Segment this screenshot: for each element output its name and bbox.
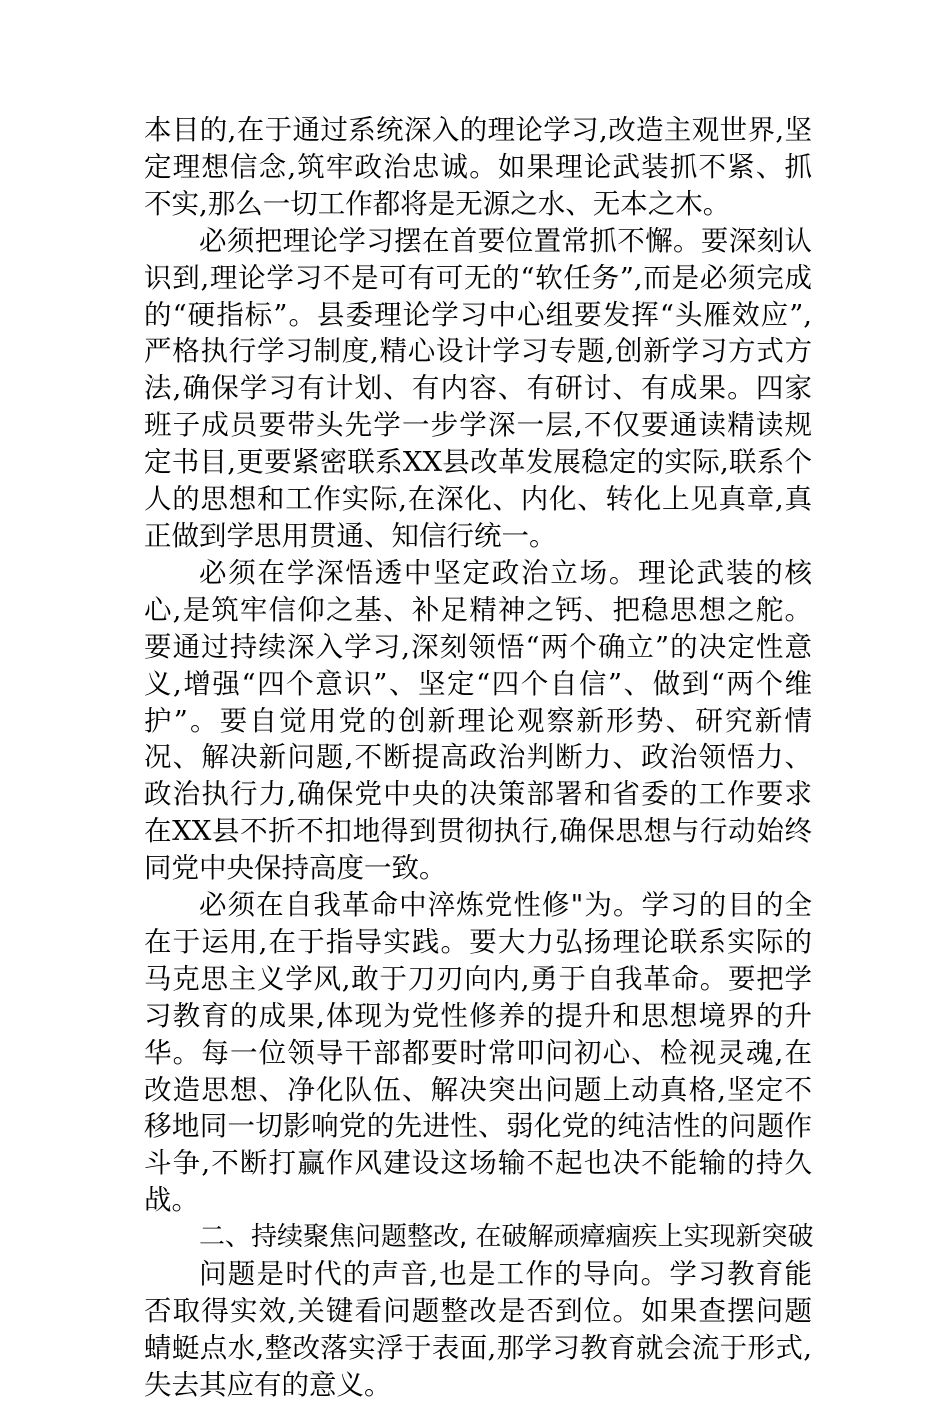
paragraph-intro: 本目的,在于通过系统深入的理论学习,改造主观世界,坚定理想信念,筑牢政治忠诚。如果理论武装抓不紧、抓不实,那么一切工作都将是无源之水、无本之木。 bbox=[144, 114, 812, 220]
paragraph-problem-rectification: 问题是时代的声音,也是工作的导向。学习教育能否取得实效,关键看问题整改是否到位。如果查摆问题蜻蜓点水,整改落实浮于表面,那学习教育就会流于形式,失去其应有的意义。 bbox=[144, 1258, 812, 1401]
section-heading: 二、持续聚焦问题整改, 在破解顽瘴痼疾上实现新突破 bbox=[199, 1222, 814, 1253]
paragraph-self-revolution: 必须在自我革命中淬炼党性修"为。学习的目的全在于运用,在于指导实践。要大力弘扬理论联系实际的马克思主义学风,敢于刀刃向内,勇于自我革命。要把学习教育的成果,体现为党性修养的提升和思想境界的升华。每一位领导干部都要时常叩问初心、检视灵魂,在改造思想、净化队伍、解决突出问题上动真格,坚定不移地同一切影响党的先进性、弱化党的纯洁性的问题作斗争,不断打赢作风建设这场输不起也决不能输的持久战。 bbox=[144, 889, 812, 1217]
document-page bbox=[144, 112, 812, 1404]
paragraph-theory-study: 必须把理论学习摆在首要位置常抓不懈。要深刻认识到,理论学习不是可有可无的“软任务”,而是必须完成的“硬指标”。县委理论学习中心组要发挥“头雁效应”,严格执行学习制度,精心设计学习专题,创新学习方式方法,确保学习有计划、有内容、有研讨、有成果。四家班子成员要带头先学一步学深一层,不仅要通读精读规定书目,更要紧密联系XX县改革发展稳定的实际,联系个人的思想和工作实际,在深化、内化、转化上见真章,真正做到学思用贯通、知信行统一。 bbox=[144, 224, 812, 552]
paragraph-political-stance: 必须在学深悟透中坚定政治立场。理论武装的核心,是筑牢信仰之基、补足精神之钙、把稳思想之舵。要通过持续深入学习,深刻领悟“两个确立”的决定性意义,增强“四个意识”、坚定“四个自信”、做到“两个维护”。要自觉用党的创新理论观察新形势、研究新情况、解决新问题,不断提高政治判断力、政治领悟力、政治执行力,确保党中央的决策部署和省委的工作要求在XX县不折不扣地得到贯彻执行,确保思想与行动始终同党中央保持高度一致。 bbox=[144, 556, 812, 885]
